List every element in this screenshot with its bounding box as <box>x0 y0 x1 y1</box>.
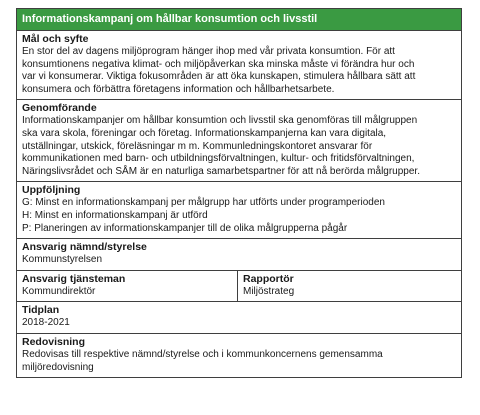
section-uppfoljning <box>17 182 461 239</box>
section-tidplan <box>17 302 461 334</box>
section-label: Ansvarig tjänsteman <box>22 272 126 285</box>
section-redovisning <box>17 334 461 377</box>
section-text: Redovisas till respektive nämnd/styrelse och i kommunkoncernens gemensamma miljöredovisning <box>22 348 383 373</box>
section-split-row <box>17 271 461 303</box>
section-label: Uppföljning <box>22 184 81 197</box>
section-rapportor <box>238 271 461 302</box>
section-mal-och-syfte <box>17 31 461 100</box>
section-ansvarig-namnd <box>17 239 461 271</box>
section-text: Kommunstyrelsen <box>22 254 103 266</box>
section-text: G: Minst en informationskampanj per målgrupp har utförts under programperioden H: Minst en informationskampanj är utförd P: Planeringen av informationskampanjer till de olika målgrupperna pågår <box>22 197 385 234</box>
action-card <box>16 8 462 378</box>
section-text: Miljöstrateg <box>243 285 295 297</box>
section-ansvarig-tjansteman <box>17 271 238 302</box>
section-label: Mål och syfte <box>22 33 89 45</box>
section-text: Kommundirektör <box>22 285 96 297</box>
section-label: Genomförande <box>22 102 97 115</box>
card-title: Informationskampanj om hållbar konsumtion och livsstil <box>17 9 461 31</box>
section-label: Rapportör <box>243 272 294 285</box>
section-label: Redovisning <box>22 335 86 348</box>
section-label: Ansvarig nämnd/styrelse <box>22 241 147 254</box>
section-text: Informationskampanjer om hållbar konsumtion och livsstil ska genomföras till målgruppen ska vara skola, föreningar och företag. Informationskampanjerna kan vara digitala, utställningar, utskick, föreläsningar m m. Kommunledningskontoret ansvarar för kommunikationen med barn- och utbildningsförvaltningen, kultur- och fritidsförvaltningen, Näringslivsrådet och SÅM är en naturliga samarbetspartner för att nå berörda målgrupper. <box>22 115 420 177</box>
section-text: 2018-2021 <box>22 317 70 329</box>
section-label: Tidplan <box>22 304 60 317</box>
section-text: En stor del av dagens miljöprogram hänger ihop med vår privata konsumtion. För att konsumtionens negativa klimat- och miljöpåverkan ska minska måste vi förändra hur och var vi konsumerar. Viktiga fokusområden är att öka kunskapen, stimulera hållbara sätt att konsumera och förbättra företagens information och hållbarhetsarbete. <box>22 46 416 95</box>
section-genomforande <box>17 100 461 182</box>
